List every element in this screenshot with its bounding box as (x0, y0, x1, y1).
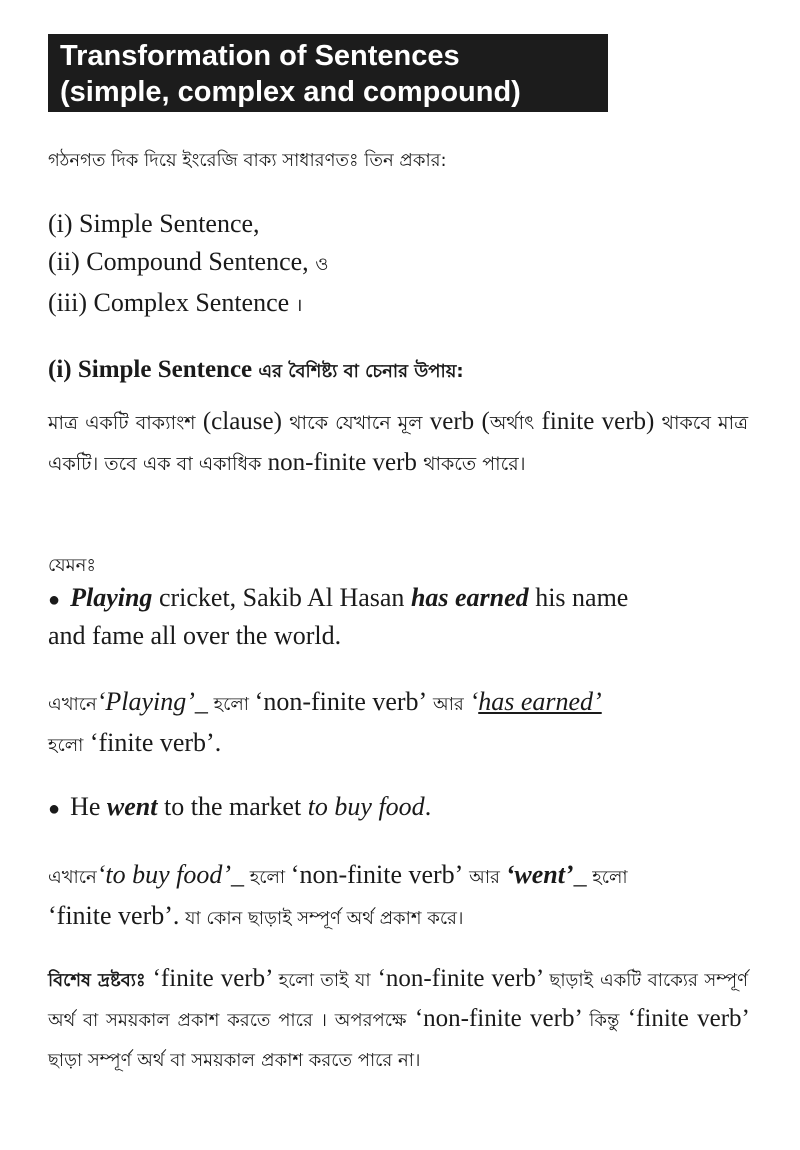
intro-paragraph (48, 140, 748, 180)
example-2: ● He went to the market to buy food. (48, 792, 432, 821)
intro-text: গঠনগত দিক দিয়ে ইংরেজি বাক্য সাধারণতঃ তিন প্রকার: (48, 150, 447, 171)
bullet-icon: ● (48, 589, 61, 611)
heading-english: (i) Simple Sentence (48, 356, 253, 383)
list-item: (i) Simple Sentence, (48, 209, 260, 238)
simple-sentence-heading (48, 352, 748, 390)
list-item: (iii) Complex Sentence । (48, 288, 303, 317)
example-1-explanation: এখানে‘Playing’_ হলো ‘non-finite verb’ আর ‘has earned’ হলো ‘finite verb’. (48, 687, 602, 757)
special-note: বিশেষ দ্রষ্টব্যঃ ‘finite verb’ হলো তাই যা ‘non-finite verb’ ছাড়াই একটি বাক্যের সম্পূর্ণ অর্থ বা সময়কাল প্রকাশ করতে পারে । অপরপক্ষে ‘non-finite verb’ কিন্তু ‘finite verb’ ছাড়া সম্পূর্ণ অর্থ বা সময়কাল প্রকাশ করতে পারে না। (48, 965, 749, 1071)
example-label: যেমনঃ (48, 555, 97, 576)
list-item: (ii) Compound Sentence, ও (48, 247, 329, 276)
title-line-2: (simple, complex and compound) (60, 76, 521, 108)
example-2-explanation: এখানে‘to buy food’_ হলো ‘non-finite verb’ আর ‘went’_ হলো ‘finite verb’. যা কোন ছাড়াই সম্পূর্ণ অর্থ প্রকাশ করে। (48, 860, 628, 930)
simple-sentence-description: মাত্র একটি বাক্যাংশ (clause) থাকে যেখানে মূল verb (অর্থাৎ finite verb) থাকবে মাত্র একটি। তবে এক বা একাধিক non-finite verb থাকতে পারে। (48, 408, 749, 476)
example-1: ● Playing cricket, Sakib Al Hasan has earned his name and fame all over the world. (48, 583, 629, 650)
note-label: বিশেষ দ্রষ্টব্যঃ (48, 970, 146, 991)
heading-bangla: এর বৈশিষ্ট্য বা চেনার উপায়: (258, 361, 464, 382)
bullet-icon: ● (48, 798, 61, 820)
title-banner (48, 34, 608, 112)
title-line-1: Transformation of Sentences (60, 40, 460, 72)
sentence-types-list (48, 205, 748, 325)
